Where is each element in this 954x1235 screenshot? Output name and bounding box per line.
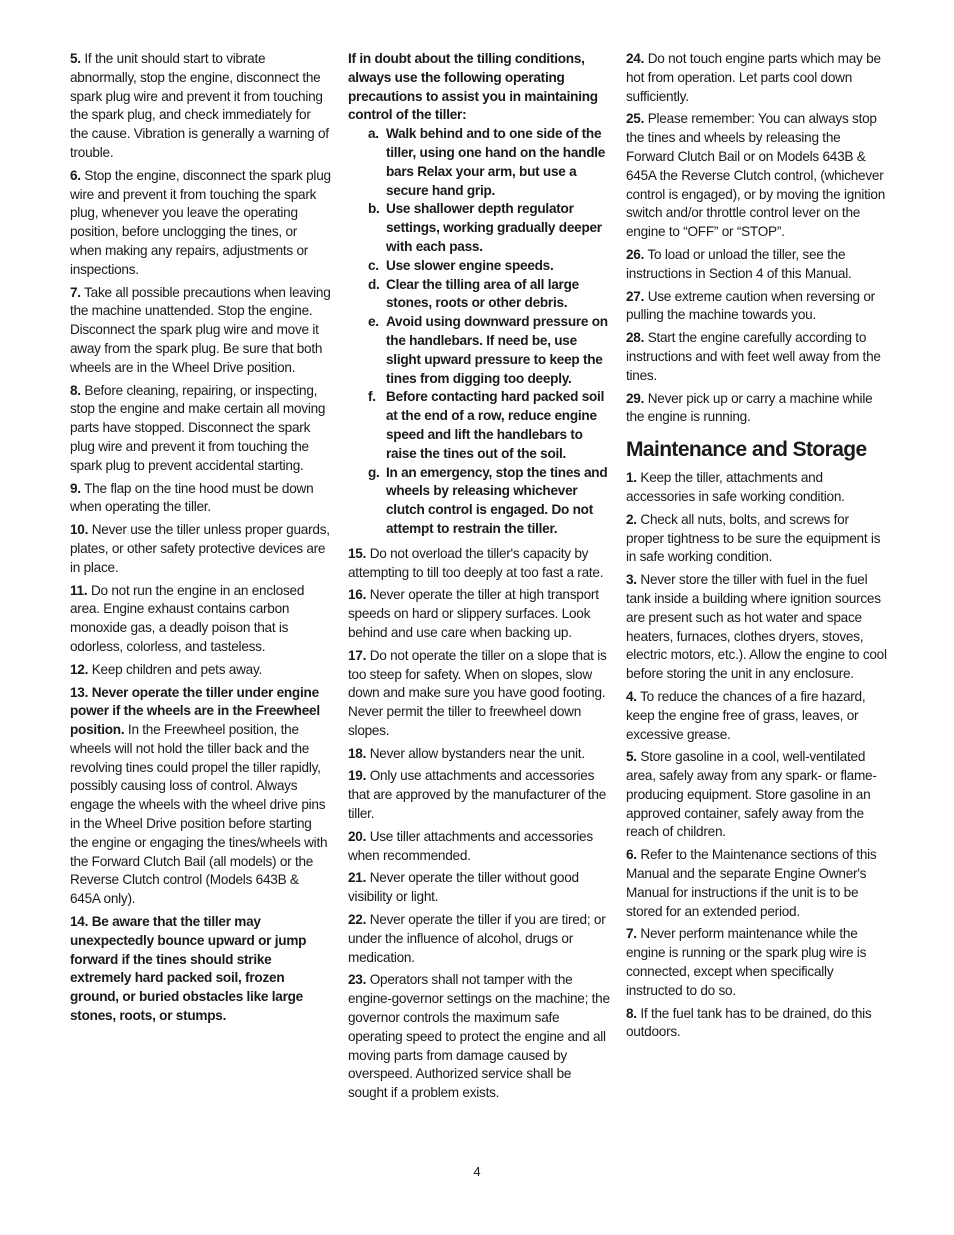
- maintenance-item: 3. Never store the tiller with fuel in the fuel tank inside a building where ignition sources are present such as hot water and space heaters, furnaces, clothes dryers, stoves, electric motors, etc.). Allow the engine to cool before storing the unit in any enclosure.: [626, 572, 887, 682]
- maintenance-item: 8. If the fuel tank has to be drained, do this outdoors.: [626, 1005, 872, 1040]
- list-item: 14. Be aware that the tiller may unexpectedly bounce upward or jump forward if the tines should strike extremely hard packed soil, frozen ground, or buried obstacles like large stones, roots, or stumps.: [70, 914, 307, 1024]
- maintenance-item: 4. To reduce the chances of a fire hazard, keep the engine free of grass, leaves, or excessive grease.: [626, 688, 866, 742]
- list-item: 5. If the unit should start to vibrate abnormally, stop the engine, disconnect the spark plug wire and prevent it from touching the spark plug, and check immediately for the cause. Vibration is generally a warning of trouble.: [70, 51, 329, 160]
- list-item: 11. Do not run the engine in an enclosed area. Engine exhaust contains carbon monoxide gas, a deadly poison that is odorless, colorless, and tasteless.: [70, 582, 305, 654]
- column-middle: [348, 50, 610, 1107]
- list-item: 6. Stop the engine, disconnect the spark plug wire and prevent it from touching the spark plug, whenever you leave the operating position, before unclogging the tines, or when making any repairs, adjustments or inspections.: [70, 167, 331, 277]
- list-item: 20. Use tiller attachments and accessories when recommended.: [348, 828, 593, 863]
- precaution-item: d. Clear the tilling area of all large stones, roots or other debris.: [368, 276, 579, 311]
- precaution-item: c. Use slower engine speeds.: [368, 257, 554, 273]
- list-item: 10. Never use the tiller unless proper guards, plates, or other safety protective devices are in place.: [70, 522, 330, 575]
- column-right: [626, 50, 888, 1046]
- list-item: 8. Before cleaning, repairing, or inspecting, stop the engine and make certain all moving parts have stopped. Disconnect the spark plug wire and prevent it from touching the spark plug to prevent accidental starting.: [70, 382, 326, 473]
- list-item: 21. Never operate the tiller without good visibility or light.: [348, 870, 579, 905]
- maintenance-item: 7. Never perform maintenance while the engine is running or the spark plug wire is connected, except when specifically instructed to do so.: [626, 926, 867, 998]
- list-item: 25. Please remember: You can always stop the tines and wheels by releasing the Forward Clutch Bail or on Models 643B & 645A the Reverse Clutch control, (whichever control is engaged), or by moving the ignition switch and/or throttle control lever on the engine to “OFF” or “STOP”.: [626, 111, 886, 240]
- maintenance-item: 5. Store gasoline in a cool, well-ventilated area, safely away from any spark- or flame-producing equipment. Store gasoline in an approved container, safely away from the reach of children.: [626, 749, 877, 840]
- maintenance-item: 1. Keep the tiller, attachments and accessories in safe working condition.: [626, 470, 845, 504]
- list-item: 29. Never pick up or carry a machine while the engine is running.: [626, 390, 873, 425]
- list-item: 19. Only use attachments and accessories that are approved by the manufacturer of the tiller.: [348, 768, 607, 822]
- maintenance-item: 6. Refer to the Maintenance sections of this Manual and the separate Engine Owner's Manual for instructions if the unit is to be stored for an extended period.: [626, 847, 877, 919]
- list-item: 13. Never operate the tiller under engine power if the wheels are in the Freewheel position. In the Freewheel position, the wheels will not hold the tiller back and the revolving tines could propel the tiller rapidly, possibly causing loss of control. Always engage the wheels with the wheel drive pins in the Wheel Drive position before starting the engine or engaging the tines/wheels with the Forward Clutch Bail (all models) or the Reverse Clutch control (Models 643B & 645A only).: [70, 684, 328, 907]
- precaution-item: a. Walk behind and to one side of the tiller, using one hand on the handle bars Relax your arm, but use a secure hand grip.: [368, 126, 606, 198]
- list-item: 16. Never operate the tiller at high transport speeds on hard or slippery surfaces. Look behind and use care when backing up.: [348, 587, 599, 640]
- list-item: 7. Take all possible precautions when leaving the machine unattended. Stop the engine. Disconnect the spark plug wire and move it away from the spark plug. Be sure that both wheels are in the Wheel Drive position.: [70, 284, 331, 375]
- precaution-item: g. In an emergency, stop the tines and wheels by releasing whichever clutch control is engaged. Do not attempt to restrain the tiller.: [368, 464, 608, 536]
- list-item: 26. To load or unload the tiller, see the instructions in Section 4 of this Manual.: [626, 246, 852, 281]
- precaution-item: f. Before contacting hard packed soil at the end of a row, reduce engine speed and lift the handlebars to raise the tines out of the soil.: [368, 389, 605, 461]
- maintenance-item: 2. Check all nuts, bolts, and screws for proper tightness to be sure the equipment is in safe working condition.: [626, 511, 881, 565]
- section-heading: Maintenance and Storage: [626, 438, 867, 462]
- list-item: 9. The flap on the tine hood must be down when operating the tiller.: [70, 480, 314, 515]
- list-item: 22. Never operate the tiller if you are tired; or under the influence of alcohol, drugs or medication.: [348, 912, 606, 965]
- list-item: 17. Do not operate the tiller on a slope that is too steep for safety. When on slopes, slow down and make sure you have good footing. Never permit the tiller to freewheel down slopes.: [348, 647, 607, 738]
- list-item: 24. Do not touch engine parts which may be hot from operation. Let parts cool down sufficiently.: [626, 51, 881, 104]
- list-item: 28. Start the engine carefully according to instructions and with feet well away from the tines.: [626, 330, 881, 383]
- precaution-item: e. Avoid using downward pressure on the handlebars. If need be, use slight upward pressure to keep the tines from digging too deeply.: [368, 314, 608, 386]
- precaution-item: b. Use shallower depth regulator settings, working gradually deeper with each pass.: [368, 201, 602, 254]
- page-number: 4: [473, 1164, 481, 1179]
- list-item: 18. Never allow bystanders near the unit.: [348, 745, 585, 761]
- list-item: 12. Keep children and pets away.: [70, 661, 263, 677]
- column-left: [70, 50, 332, 1030]
- list-item: 27. Use extreme caution when reversing or pulling the machine towards you.: [626, 288, 875, 323]
- list-item: 23. Operators shall not tamper with the engine-governor settings on the machine; the governor controls the maximum safe operating speed to protect the engine and all moving parts from damage caused by overspeed. Authorized service shall be sought if a problem exists.: [348, 972, 610, 1101]
- precautions-intro: If in doubt about the tilling conditions, always use the following operating precautions to assist you in maintaining control of the tiller:: [348, 51, 598, 123]
- list-item: 15. Do not overload the tiller's capacity by attempting to till too deeply at too fast a rate.: [348, 545, 604, 580]
